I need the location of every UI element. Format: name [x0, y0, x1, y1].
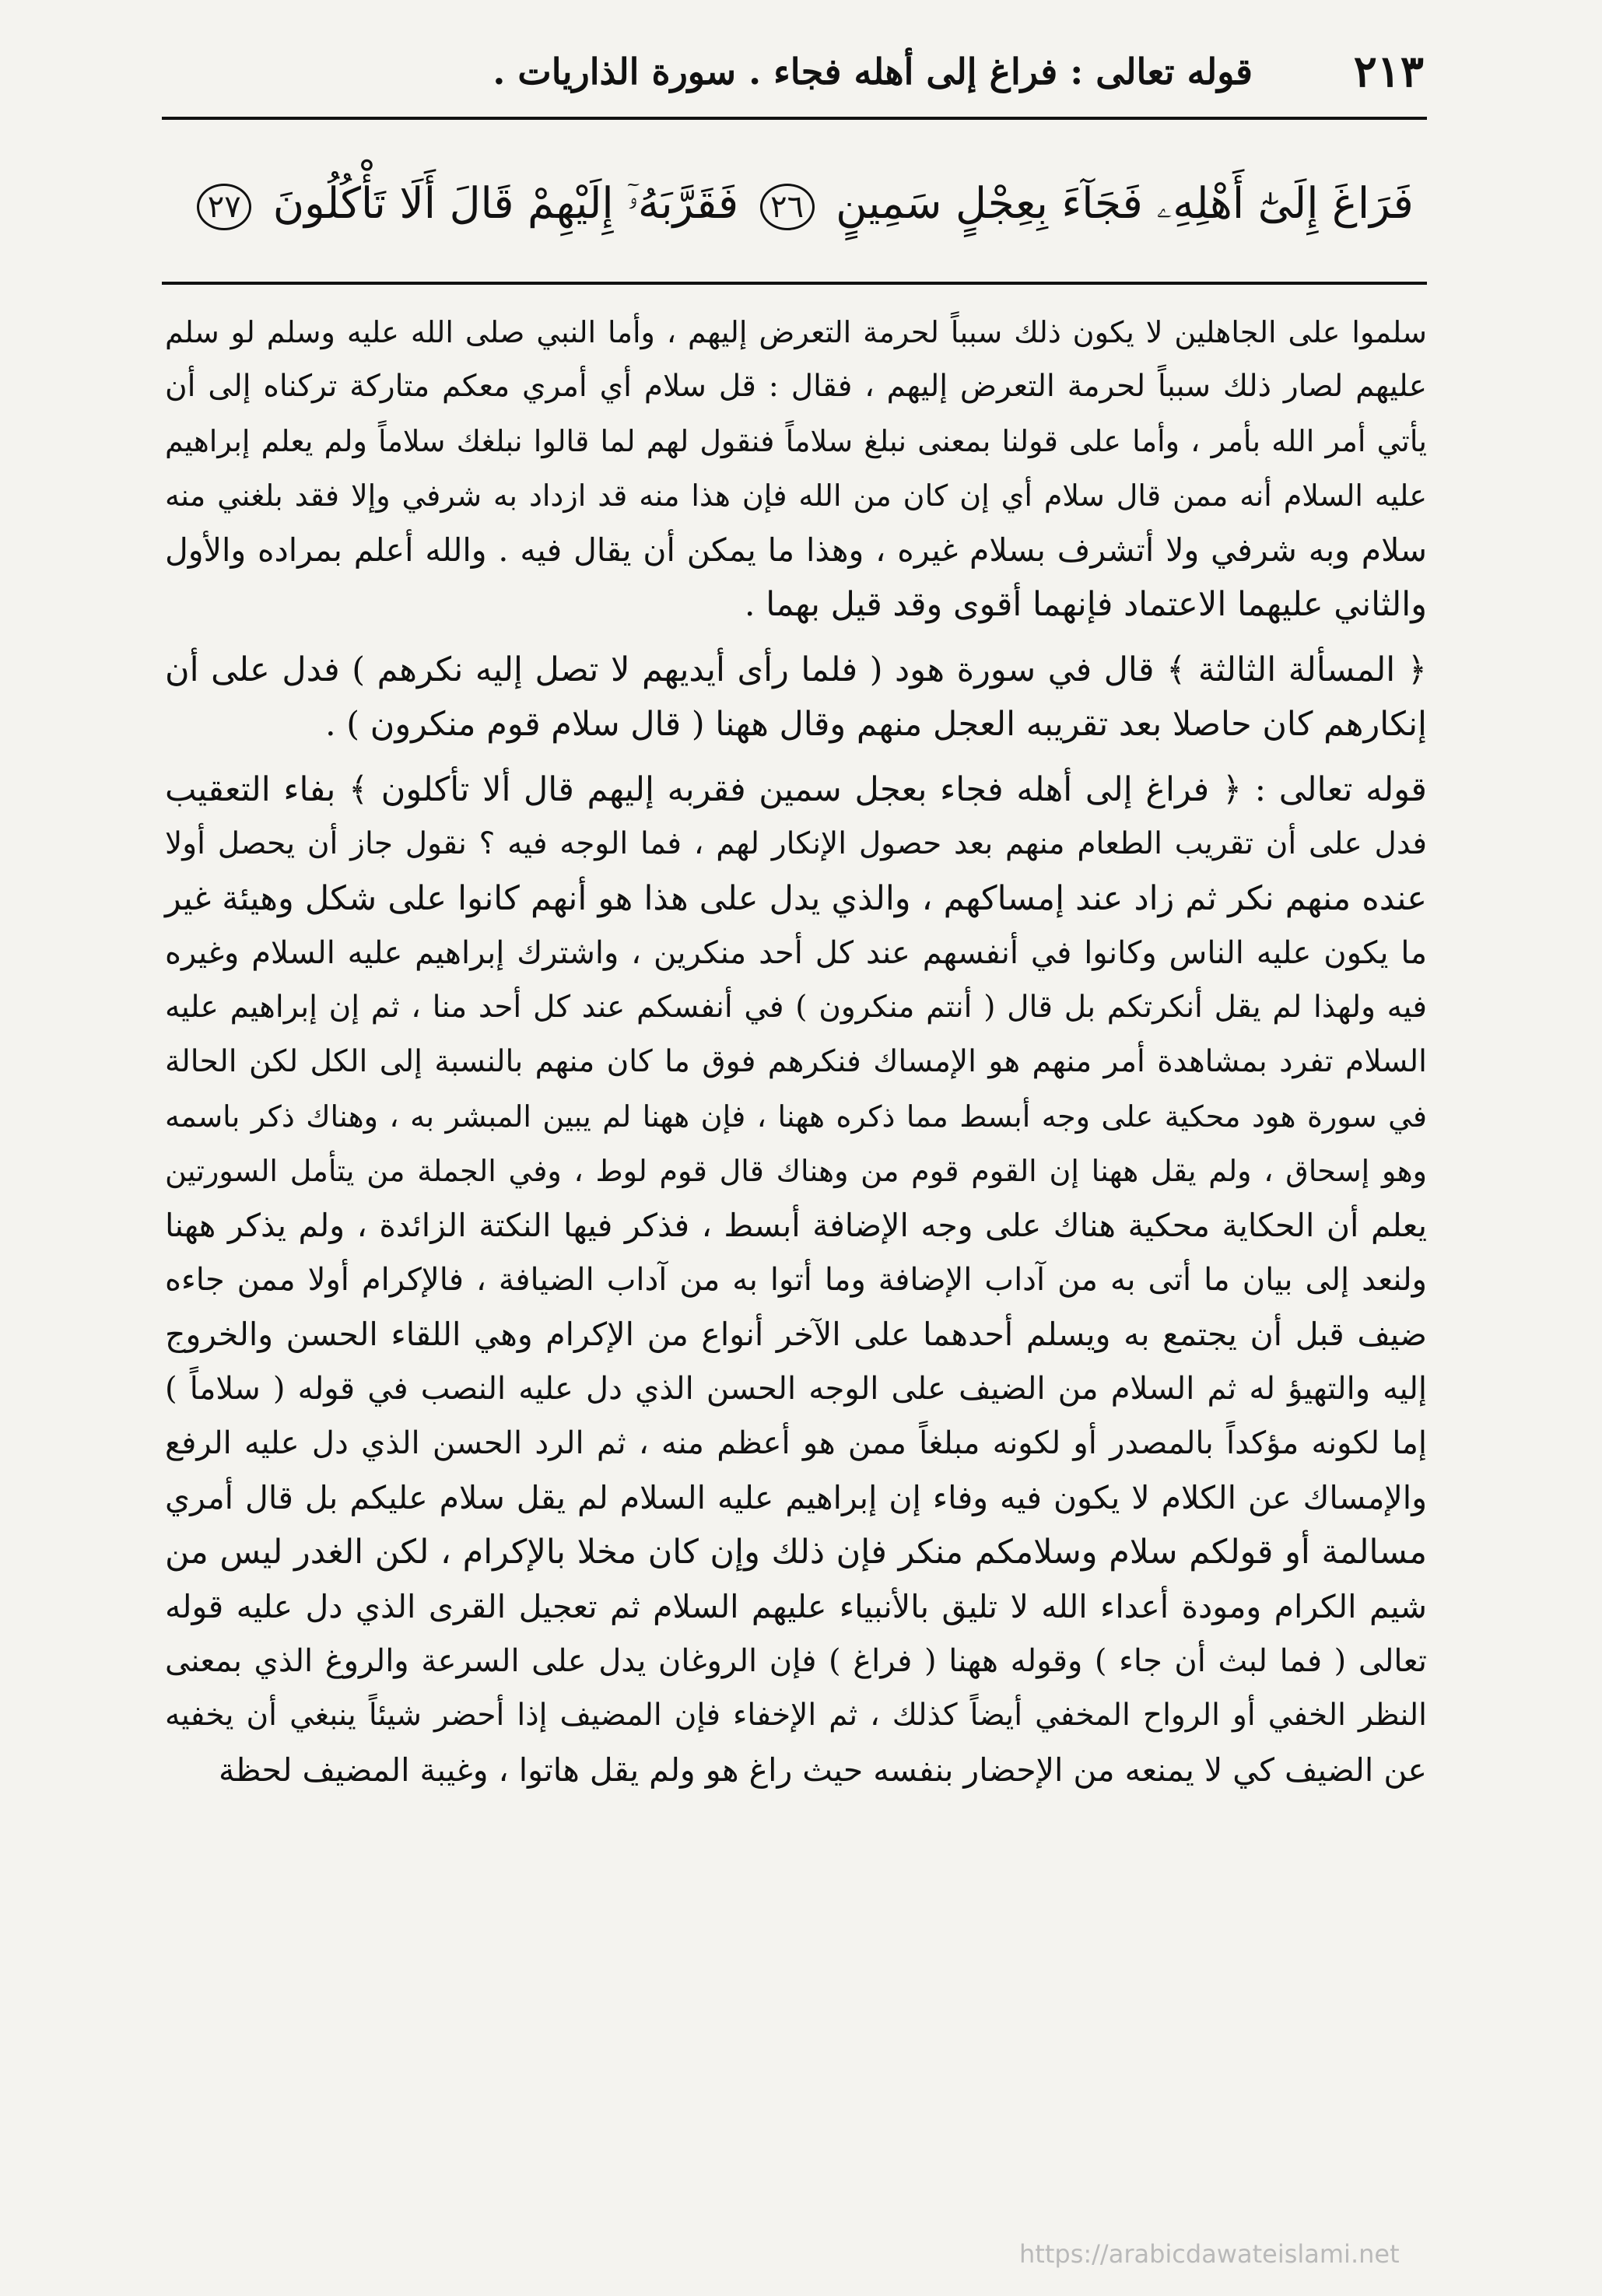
- page-number: ٢١٣: [1353, 46, 1424, 97]
- text-line: وهو إسحاق ، ولم يقل ههنا إن القوم قوم من وهناك قال قوم لوط ، وفي الجملة من يتأمل السورتين: [165, 1154, 1427, 1188]
- text-line: ضيف قبل أن يجتمع به ويسلم أحدهما على الآخر أنواع من الإكرام وهي اللقاء الحسن والخروج: [165, 1316, 1427, 1353]
- text-line: عليهم لصار ذلك سبباً لحرمة التعرض إليهم ، فقال : قل سلام أي أمري معكم متاركة تركناه إلى أن: [165, 369, 1427, 404]
- text-line: والإمساك عن الكلام لا يكون فيه وفاء إن إبراهيم عليه السلام لم يقل سلام عليكم بل قال أمري: [165, 1479, 1427, 1516]
- text-line: يعلم أن الحكاية محكية هناك على وجه الإضافة أبسط ، فذكر فيها النكتة الزائدة ، ولم يذكر ههنا: [165, 1207, 1427, 1244]
- paragraph-gap: [165, 752, 1427, 762]
- verse-number-marker-2: ٢٧: [197, 184, 251, 230]
- paragraph: [165, 643, 1427, 752]
- paragraph: [165, 762, 1427, 1797]
- text-line: في سورة هود محكية على وجه أبسط مما ذكره ههنا ، فإن ههنا لم يبين المبشر به ، وهناك ذكر باسمه: [165, 1099, 1428, 1134]
- verse-part-2: فَقَرَّبَهُۥٓ إِلَيْهِمْ قَالَ أَلَا تَأْكُلُونَ: [272, 178, 739, 228]
- text-line: فيه ولهذا لم يقل أنكرتكم بل قال ( أنتم منكرون ) في أنفسكم عند كل أحد منا ، ثم إن إبراهيم عليه: [165, 990, 1427, 1025]
- text-line: سلام وبه شرفي ولا أتشرف بسلام غيره ، وهذا ما يمكن أن يقال فيه . والله أعلم بمراده والأول: [165, 531, 1427, 569]
- running-header: [163, 40, 1424, 103]
- text-line: إليه والتهيؤ له ثم السلام من الضيف على الوجه الحسن الذي دل عليه النصب في قوله ( سلاماً ): [165, 1371, 1427, 1407]
- text-line: سلموا على الجاهلين لا يكون ذلك سبباً لحرمة التعرض إليهم ، وأما النبي صلى الله عليه وسلم لو سلم: [165, 315, 1427, 349]
- text-line: ولنعد إلى بيان ما أتى به من آداب الإضافة وما أتوا به من آداب الضيافة ، فالإكرام أولا ممن جاءه: [165, 1262, 1427, 1298]
- text-line: إنكارهم كان حاصلا بعد تقريبه العجل منهم وقال ههنا ( قال سلام قوم منكرون ) .: [324, 705, 1427, 744]
- header-rule: [162, 117, 1427, 120]
- text-line: السلام تفرد بمشاهدة أمر منهم هو الإمساك فنكرهم فوق ما كان منهم بالنسبة إلى الكل لكن الحالة: [165, 1044, 1427, 1079]
- quran-verse: [179, 152, 1424, 254]
- verse-number-marker-1: ٢٦: [760, 184, 815, 230]
- text-line: فدل على أن تقريب الطعام منهم بعد حصول الإنكار لهم ، فما الوجه فيه ؟ نقول جاز أن يحصل أولا: [165, 826, 1427, 861]
- text-line: شيم الكرام ومودة أعداء الله لا تليق بالأنبياء عليهم السلام ثم تعجيل القرى الذي دل عليه قوله: [165, 1588, 1427, 1625]
- text-line: والثاني عليهما الاعتماد فإنهما أقوى وقد قيل بهما .: [744, 585, 1427, 624]
- watermark: https://arabicdawateislami.net: [1019, 2239, 1400, 2269]
- text-line: عن الضيف كي لا يمنعه من الإحضار بنفسه حيث راغ هو ولم يقل هاتوا ، وغيبة المضيف لحظة: [218, 1751, 1427, 1789]
- paragraph-gap: [165, 632, 1427, 643]
- text-line: النظر الخفي أو الرواح المخفي أيضاً كذلك ، ثم الإخفاء فإن المضيف إذا أحضر شيئاً ينبغي أن يخفيه: [165, 1698, 1427, 1733]
- text-line: إما لكونه مؤكداً بالمصدر أو لكونه مبلغاً ممن هو أعظم منه ، ثم الرد الحسن الذي دل عليه الرفع: [165, 1425, 1427, 1461]
- verse-part-1: فَرَاغَ إِلَىٰٓ أَهْلِهِۦ فَجَآءَ بِعِجْلٍ سَمِينٍ: [836, 178, 1414, 228]
- text-line: عنده منهم نكر ثم زاد عند إمساكهم ، والذي يدل على هذا هو أنهم كانوا على شكل وهيئة غير: [165, 879, 1427, 918]
- text-line: مسالمة أو قولكم سلام وسلامكم منكر فإن ذلك وإن كان مخلا بالإكرام ، لكن الغدر ليس من: [165, 1533, 1427, 1572]
- paragraph: [165, 305, 1427, 632]
- text-line: ما يكون عليه الناس وكانوا في أنفسهم عند كل أحد منكرين ، واشترك إبراهيم عليه السلام وغيره: [165, 935, 1427, 971]
- text-line: يأتي أمر الله بأمر ، وأما على قولنا بمعنى نبلغ سلاماً فنقول لهم لما قالوا نبلغك سلاماً ولم يعلم إبراهيم: [165, 424, 1427, 458]
- body-text: [165, 305, 1427, 1797]
- text-line: عليه السلام أنه ممن قال سلام أي إن كان من الله فإن هذا منه قد ازداد به شرفي وإلا فقد بلغني منه: [165, 478, 1427, 513]
- header-title: قوله تعالى : فراغ إلى أهله فجاء . سورة الذاريات .: [493, 51, 1253, 93]
- text-line: تعالى ( فما لبث أن جاء ) وقوله ههنا ( فراغ ) فإن الروغان يدل على السرعة والروغ الذي بمعنى: [165, 1643, 1427, 1679]
- text-line: قوله تعالى : ﴿ فراغ إلى أهله فجاء بعجل سمين فقربه إليهم قال ألا تأكلون ﴾ بفاء التعقيب: [165, 770, 1427, 809]
- text-line: ﴿ المسألة الثالثة ﴾ قال في سورة هود ( فلما رأى أيديهم لا تصل إليه نكرهم ) فدل على أن: [165, 650, 1427, 689]
- verse-rule: [162, 282, 1427, 285]
